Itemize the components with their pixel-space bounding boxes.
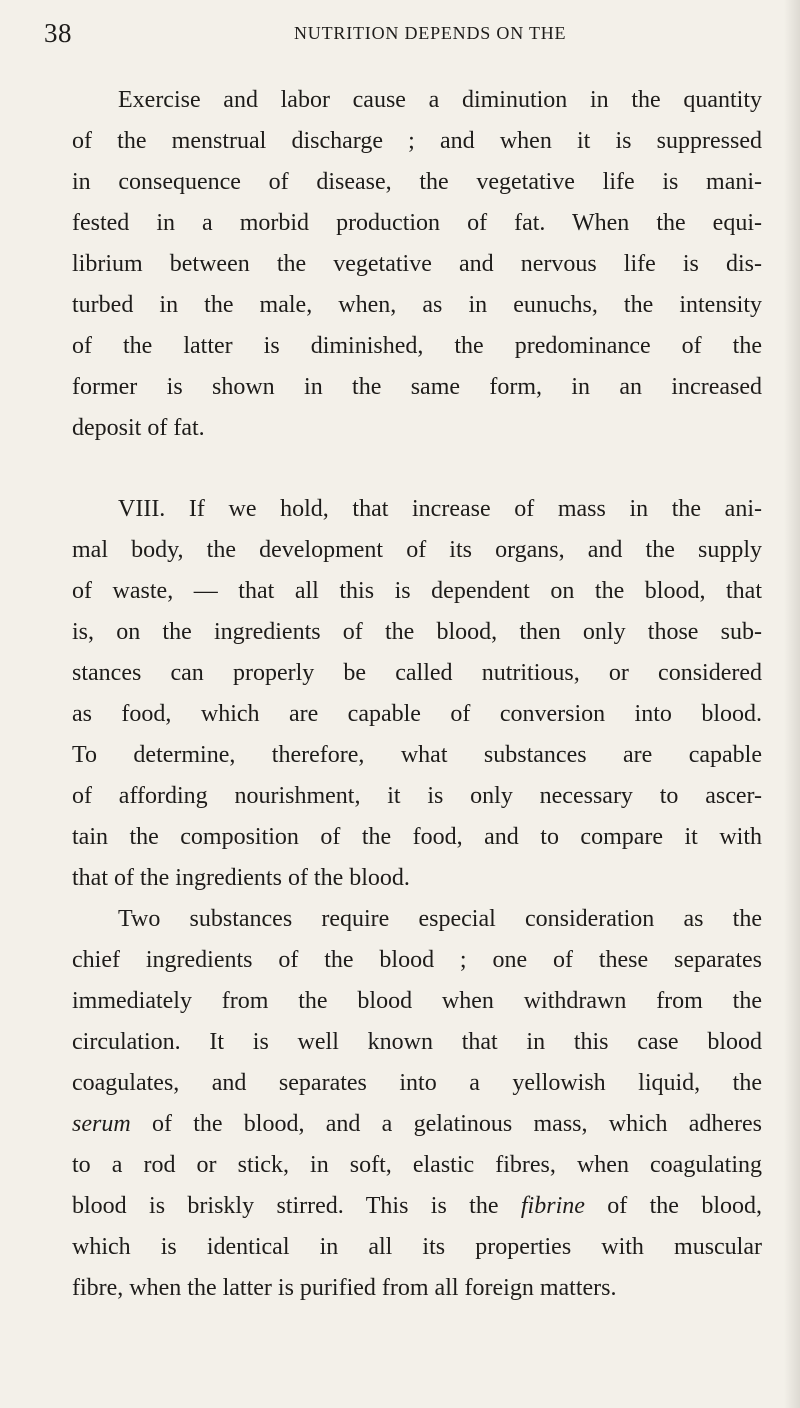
text-line: deposit of fat. xyxy=(72,415,205,441)
paragraph-fat-deposit xyxy=(72,80,762,449)
text-line: to a rod or stick, in soft, elastic fibres, when coagulating xyxy=(72,1152,762,1178)
text-line: fested in a morbid production of fat. When the equi- xyxy=(72,210,762,236)
text-line: which is identical in all its properties with muscular xyxy=(72,1234,762,1260)
body-text xyxy=(72,80,762,1309)
text-line: tain the composition of the food, and to compare it with xyxy=(72,824,762,850)
text-line: mal body, the development of its organs, and the supply xyxy=(72,537,762,563)
fibrine-line-end: of the blood, xyxy=(584,1193,763,1219)
text-line: chief ingredients of the blood ; one of these separates xyxy=(72,947,762,973)
text-line: former is shown in the same form, in an increased xyxy=(72,374,762,400)
text-line: in consequence of disease, the vegetative life is mani- xyxy=(72,169,762,195)
text-line: of the latter is diminished, the predominance of the xyxy=(72,333,762,359)
text-line-fibrine xyxy=(72,1186,762,1227)
text-line: To determine, therefore, what substances are capable xyxy=(72,742,762,768)
text-line-serum xyxy=(72,1104,762,1145)
text-line: Exercise and labor cause a diminution in the quantity xyxy=(118,87,762,113)
text-line: immediately from the blood when withdrawn from the xyxy=(72,988,762,1014)
page-number: 38 xyxy=(44,18,72,48)
text-line: coagulates, and separates into a yellowish liquid, the xyxy=(72,1070,762,1096)
paragraph-two-substances xyxy=(72,899,762,1309)
text-line: is, on the ingredients of the blood, then only those sub- xyxy=(72,619,762,645)
text-line: of waste, — that all this is dependent on the blood, that xyxy=(72,578,762,604)
text-line: as food, which are capable of conversion into blood. xyxy=(72,701,762,727)
text-line: of affording nourishment, it is only necessary to ascer- xyxy=(72,783,762,809)
text-line: circulation. It is well known that in this case blood xyxy=(72,1029,762,1055)
page-edge-shadow xyxy=(784,0,800,1408)
text-line: stances can properly be called nutritious, or considered xyxy=(72,660,762,686)
text-line: turbed in the male, when, as in eunuchs, the intensity xyxy=(72,292,762,318)
text-line: of the menstrual discharge ; and when it is suppressed xyxy=(72,128,762,154)
text-line: VIII. If we hold, that increase of mass in the ani- xyxy=(118,496,762,522)
text-line: Two substances require especial consideration as the xyxy=(118,906,762,932)
text-line: librium between the vegetative and nervous life is dis- xyxy=(72,251,762,277)
page-header xyxy=(44,18,684,58)
serum-line-rest: of the blood, and a gelatinous mass, which adheres xyxy=(130,1111,762,1137)
fibrine-term: fibrine xyxy=(520,1193,585,1219)
serum-term: serum xyxy=(72,1111,131,1137)
text-line: fibre, when the latter is purified from all foreign matters. xyxy=(72,1275,617,1301)
running-head: NUTRITION DEPENDS ON THE xyxy=(294,23,567,43)
text-line: that of the ingredients of the blood. xyxy=(72,865,410,891)
fibrine-line-start: blood is briskly stirred. This is the xyxy=(72,1193,521,1219)
paragraph-section-viii xyxy=(72,489,762,899)
paragraph-spacer xyxy=(72,449,762,489)
